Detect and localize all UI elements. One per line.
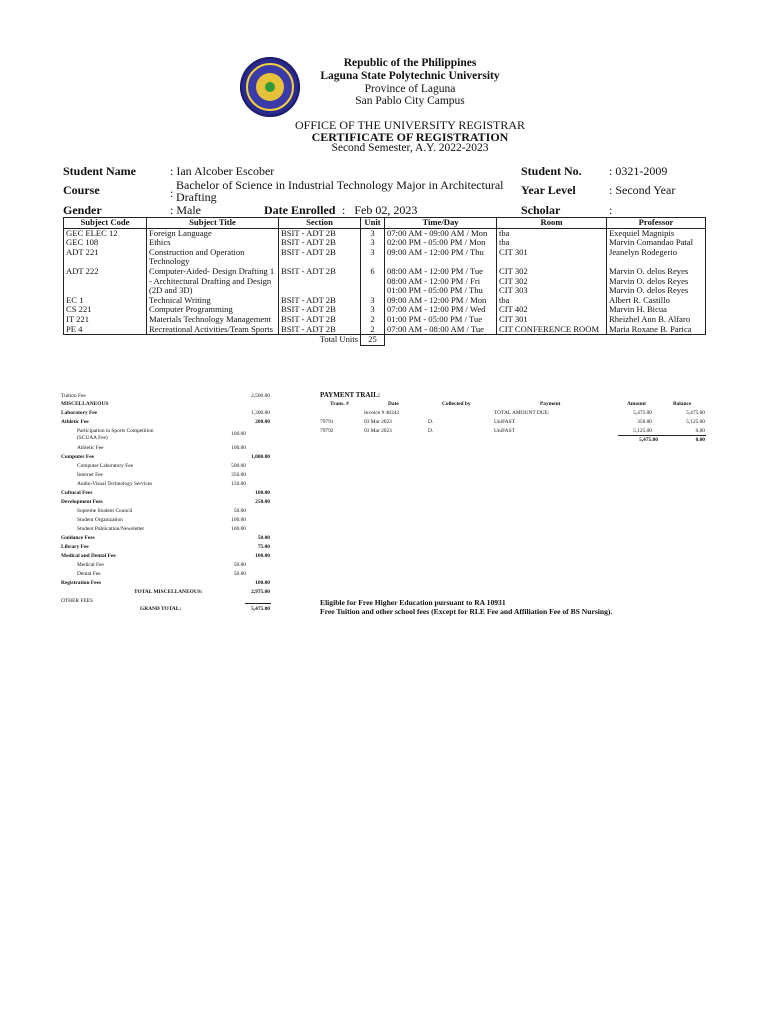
subject-unit: 3 — [361, 296, 385, 306]
athletic-sub-label: Athletic Fee — [77, 445, 104, 451]
subject-professor: Jeanelyn Rodegerio — [607, 248, 706, 267]
subject-section: BSIT - ADT 2B — [279, 248, 361, 267]
header-republic: Republic of the Philippines — [343, 57, 477, 69]
subject-room-1: CIT 302 — [499, 265, 528, 276]
subject-room: tba — [497, 238, 607, 248]
ssc-amount: 50.00 — [233, 508, 246, 514]
subject-code: GEC 108 — [64, 238, 147, 248]
payment-amount-2: 5,125.00 — [633, 428, 652, 434]
subject-professor — [607, 267, 706, 296]
pub-label: Student Publication/Newsletter — [77, 526, 145, 532]
course-colon: : — [170, 186, 174, 200]
free-education-note: Eligible for Free Higher Education pursuant to RA 10931 — [320, 598, 506, 607]
payment-balance-1: 5,125.00 — [686, 419, 705, 425]
subject-professor: Maria Roxane B. Parica — [607, 325, 706, 335]
dental-label: Dental Fee — [77, 571, 101, 577]
subject-room: tba — [497, 296, 607, 306]
subject-room-2: CIT 302 — [499, 275, 528, 286]
subject-professor: Albert R. Castillo — [607, 296, 706, 306]
subject-room: CIT 301 — [497, 315, 607, 325]
header-unit: Unit — [361, 218, 385, 229]
header-section: Section — [279, 218, 361, 229]
payment-trans-2: 79792 — [320, 428, 334, 434]
free-tuition-note: Free Tuition and other school fees (Except for RLE Fee and Affiliation Fee of BS Nursing). — [320, 607, 613, 616]
subject-time: 07:00 AM - 08:00 AM / Tue — [385, 325, 497, 335]
payment-header-trans: Trans. # — [330, 401, 349, 407]
payment-date-2: 03 Mar 2023 — [364, 428, 392, 434]
library-fee-amount: 75.00 — [257, 544, 270, 550]
total-units-label: Total Units — [319, 334, 358, 345]
development-fee-amount: 250.00 — [255, 499, 270, 505]
total-misc-label: TOTAL MISCELLANEOUS: — [134, 589, 203, 595]
header-professor: Professor — [607, 218, 706, 229]
internet-label: Internet Fee — [77, 472, 103, 478]
internet-amount: 350.00 — [231, 472, 246, 478]
comp-lab-amount: 500.00 — [231, 463, 246, 469]
payment-total-line — [618, 435, 706, 436]
subjects-table — [63, 217, 706, 346]
subject-section: BSIT - ADT 2B — [279, 228, 361, 238]
header-university: Laguna State Polytechnic University — [320, 70, 500, 82]
med-label: Medical Fee — [77, 562, 104, 568]
lab-fee-amount: 1,300.00 — [251, 410, 270, 416]
subject-room: CIT CONFERENCE ROOM — [497, 325, 607, 335]
header-subject-title: Subject Title — [147, 218, 279, 229]
payment-total-due-amount: 5,475.00 — [633, 410, 652, 416]
subject-time: 02:00 PM - 05:00 PM / Mon — [385, 238, 497, 248]
subject-section: BSIT - ADT 2B — [279, 267, 361, 296]
subject-professor: Exequiel Magnipis — [607, 228, 706, 238]
student-no-label: Student No. — [521, 164, 582, 178]
header-time-day: Time/Day — [385, 218, 497, 229]
payment-header-date: Date — [388, 401, 399, 407]
development-fee-label: Development Fees — [61, 499, 103, 505]
pub-amount: 100.00 — [231, 526, 246, 532]
subject-professor: Rheizhel Ann B. Alfaro — [607, 315, 706, 325]
subject-room: tba — [497, 228, 607, 238]
subject-section: BSIT - ADT 2B — [279, 325, 361, 335]
scholar-value: : — [609, 203, 613, 217]
subject-professor: Marvin Comandao Patal — [607, 238, 706, 248]
subject-time: 07:00 AM - 12:00 PM / Wed — [385, 305, 497, 315]
subject-professor-3: Marvin O. delos Reyes — [609, 285, 689, 296]
scuaa-amount: 100.00 — [231, 431, 246, 437]
other-fees-label: OTHER FEES — [61, 598, 93, 604]
subject-time-2: 08:00 AM - 12:00 PM / Fri — [387, 275, 481, 286]
subject-unit: 3 — [361, 305, 385, 315]
subject-code: EC 1 — [64, 296, 147, 306]
subject-professor: Marvin H. Bicua — [607, 305, 706, 315]
payment-method-1: UniFAST — [494, 419, 515, 425]
payment-collected-2: D. — [428, 428, 434, 434]
payment-date-1: 03 Mar 2023 — [364, 419, 392, 425]
subject-title: Materials Technology Management — [147, 315, 279, 325]
med-amount: 50.00 — [233, 562, 246, 568]
lab-fee-label: Laboratory Fee — [61, 410, 98, 416]
year-level-label: Year Level — [521, 183, 576, 197]
gender-value: : Male — [170, 203, 201, 217]
tuition-fee-amount: 2,500.00 — [251, 393, 270, 399]
subject-room: CIT 301 — [497, 248, 607, 267]
payment-balance-2: 0.00 — [695, 428, 705, 434]
org-amount: 100.00 — [231, 517, 246, 523]
subject-time-3: 01:00 PM - 05:00 PM / Thu — [387, 285, 483, 296]
payment-header-balance: Balance — [673, 401, 692, 407]
subject-time-1: 08:00 AM - 12:00 PM / Tue — [387, 265, 483, 276]
subject-time: 09:00 AM - 12:00 PM / Thu — [385, 248, 497, 267]
athletic-fee-amount: 200.00 — [255, 419, 270, 425]
misc-label: MISCELLANEOUS — [61, 401, 109, 407]
athletic-sub-amount: 100.00 — [231, 445, 246, 451]
subject-section: BSIT - ADT 2B — [279, 238, 361, 248]
av-label: Audio-Visual Technology Services — [77, 481, 153, 487]
subject-code: CS 221 — [64, 305, 147, 315]
medical-fee-amount: 100.00 — [255, 553, 270, 559]
cultural-fee-label: Cultural Fees — [61, 490, 93, 496]
date-enrolled-value: : Feb 02, 2023 — [342, 203, 418, 217]
subject-section: BSIT - ADT 2B — [279, 305, 361, 315]
subject-room: CIT 402 — [497, 305, 607, 315]
year-level-value: : Second Year — [609, 183, 676, 197]
scuaa-label-line2: (SCUAA Fee) — [77, 435, 108, 441]
payment-total-amount: 5,475.00 — [639, 437, 658, 443]
dental-amount: 50.00 — [233, 571, 246, 577]
ssc-label: Supreme Student Council — [77, 508, 133, 514]
tuition-fee-label: Tuition Fee — [61, 393, 86, 399]
subject-code: ADT 222 — [64, 267, 147, 296]
header-room: Room — [497, 218, 607, 229]
payment-header-amount: Amount — [627, 401, 646, 407]
library-fee-label: Library Fee — [61, 544, 89, 550]
header-semester: Second Semester, A.Y. 2022-2023 — [331, 142, 489, 154]
subject-title: Foreign Language — [147, 228, 279, 238]
student-name-label: Student Name — [63, 164, 137, 178]
table-row — [64, 267, 706, 296]
subject-unit: 3 — [361, 238, 385, 248]
subject-professor-2: Marvin O. delos Reyes — [609, 275, 689, 286]
subject-code: GEC ELEC 12 — [64, 228, 147, 238]
org-label: Student Organization — [77, 517, 123, 523]
scholar-label: Scholar — [521, 203, 561, 217]
av-amount: 150.00 — [231, 481, 246, 487]
total-units-row — [64, 335, 706, 346]
payment-total-due-label: TOTAL AMOUNT DUE: — [494, 410, 550, 416]
subject-time — [385, 267, 497, 296]
payment-amount-1: 350.00 — [637, 419, 652, 425]
total-misc-amount: 2,975.00 — [251, 589, 270, 595]
grand-total-label: GRAND TOTAL: — [140, 606, 182, 612]
subject-title: Ethics — [147, 238, 279, 248]
subject-code: ADT 221 — [64, 248, 147, 267]
scuaa-label-line1: Participation in Sports Competition — [77, 428, 154, 434]
payment-header-collected: Collected by — [442, 401, 471, 407]
subject-title: Recreational Activities/Team Sports — [147, 325, 279, 335]
registration-fee-label: Registration Fees — [61, 580, 101, 586]
date-enrolled-label: Date Enrolled — [264, 203, 336, 217]
guidance-fee-label: Guidance Fees — [61, 535, 95, 541]
header-campus: San Pablo City Campus — [355, 95, 465, 107]
registration-fee-amount: 100.00 — [255, 580, 270, 586]
subject-code: IT 221 — [64, 315, 147, 325]
student-name-value: : Ian Alcober Escober — [170, 164, 275, 178]
subject-title: Computer-Aided- Design Drafting 1 - Architectural Drafting and Design (2D and 3D) — [147, 267, 279, 296]
grand-total-amount: 5,475.00 — [251, 606, 270, 612]
table-header-row — [64, 218, 706, 229]
payment-header-payment: Payment — [540, 401, 561, 407]
subject-section: BSIT - ADT 2B — [279, 315, 361, 325]
subject-section: BSIT - ADT 2B — [279, 296, 361, 306]
athletic-fee-label: Athletic Fee — [61, 419, 89, 425]
other-fees-line — [245, 603, 271, 604]
course-value-line2: Drafting — [176, 190, 217, 204]
subject-unit: 2 — [361, 325, 385, 335]
total-units-value: 25 — [361, 335, 385, 346]
payment-collected-1: D. — [428, 419, 434, 425]
computer-fee-amount: 1,000.00 — [251, 454, 270, 460]
payment-total-balance: 0.00 — [695, 437, 705, 443]
payment-trans-1: 79791 — [320, 419, 334, 425]
cultural-fee-amount: 100.00 — [255, 490, 270, 496]
subject-unit: 2 — [361, 315, 385, 325]
table-row — [64, 325, 706, 335]
header-subject-code: Subject Code — [64, 218, 147, 229]
table-row — [64, 248, 706, 267]
subject-time: 07:00 AM - 09:00 AM / Mon — [385, 228, 497, 238]
subject-time: 09:00 AM - 12:00 PM / Mon — [385, 296, 497, 306]
guidance-fee-amount: 50.00 — [257, 535, 270, 541]
subject-unit: 3 — [361, 248, 385, 267]
subject-unit: 6 — [361, 267, 385, 296]
gender-label: Gender — [63, 203, 102, 217]
subject-unit: 3 — [361, 228, 385, 238]
subject-room — [497, 267, 607, 296]
header-province: Province of Laguna — [364, 83, 456, 95]
subject-time: 01:00 PM - 05:00 PM / Tue — [385, 315, 497, 325]
payment-invoice: Invoice # 48343 — [364, 410, 400, 416]
subject-professor-1: Marvin O. delos Reyes — [609, 265, 689, 276]
course-value-line1: Bachelor of Science in Industrial Technology Major in Architectural — [176, 178, 504, 192]
student-no-value: : 0321-2009 — [609, 164, 668, 178]
payment-total-due-balance: 5,475.00 — [686, 410, 705, 416]
subject-title: Technical Writing — [147, 296, 279, 306]
document-title: CERTIFICATE OF REGISTRATION — [311, 130, 509, 144]
payment-trail-title: PAYMENT TRAIL: — [320, 391, 381, 399]
subject-room-3: CIT 303 — [499, 285, 528, 296]
payment-method-2: UniFAST — [494, 428, 515, 434]
subject-title: Construction and Operation Technology — [147, 248, 279, 267]
subject-title: Computer Programming — [147, 305, 279, 315]
computer-fee-label: Computer Fee — [61, 454, 94, 460]
course-label: Course — [63, 183, 100, 197]
header-office: OFFICE OF THE UNIVERSITY REGISTRAR — [294, 118, 525, 132]
subject-code: PE 4 — [64, 325, 147, 335]
medical-fee-label: Medical and Dental Fee — [61, 553, 116, 559]
comp-lab-label: Computer Laboratory Fee — [77, 463, 133, 469]
